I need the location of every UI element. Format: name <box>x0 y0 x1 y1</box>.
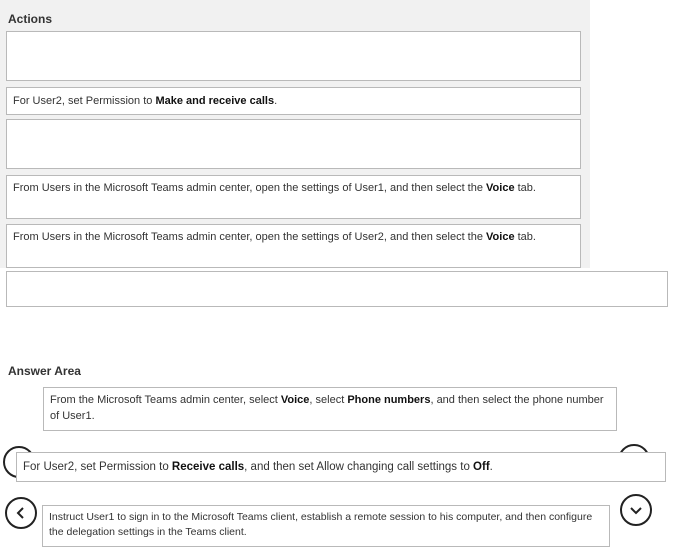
action-item-user1-voice-tab[interactable]: From Users in the Microsoft Teams admin center, open the settings of User1, and then select the Voice tab. <box>6 175 581 219</box>
action-item-user2-voice-tab[interactable]: From Users in the Microsoft Teams admin center, open the settings of User2, and then select the Voice tab. <box>6 224 581 268</box>
answer-item-user2-receive-calls[interactable]: For User2, set Permission to Receive calls, and then set Allow changing call settings to Off. <box>16 452 666 482</box>
answer-area-heading: Answer Area <box>8 364 81 378</box>
action-slot-empty[interactable] <box>6 271 668 307</box>
action-slot-empty[interactable] <box>6 31 581 81</box>
answer-item-select-phone-number[interactable]: From the Microsoft Teams admin center, select Voice, select Phone numbers, and then select the phone number of User1. <box>43 387 617 431</box>
chevron-down-icon <box>629 503 643 517</box>
answer-item-instruct-user1[interactable]: Instruct User1 to sign in to the Microsoft Teams client, establish a remote session to his computer, and then configure the delegation settings in the Teams client. <box>42 505 610 547</box>
move-down-button[interactable] <box>620 494 652 526</box>
action-item-user2-make-receive[interactable]: For User2, set Permission to Make and receive calls. <box>6 87 581 115</box>
actions-heading: Actions <box>8 12 53 26</box>
action-slot-empty[interactable] <box>6 119 581 169</box>
chevron-left-icon <box>14 506 28 520</box>
move-left-button[interactable] <box>5 497 37 529</box>
